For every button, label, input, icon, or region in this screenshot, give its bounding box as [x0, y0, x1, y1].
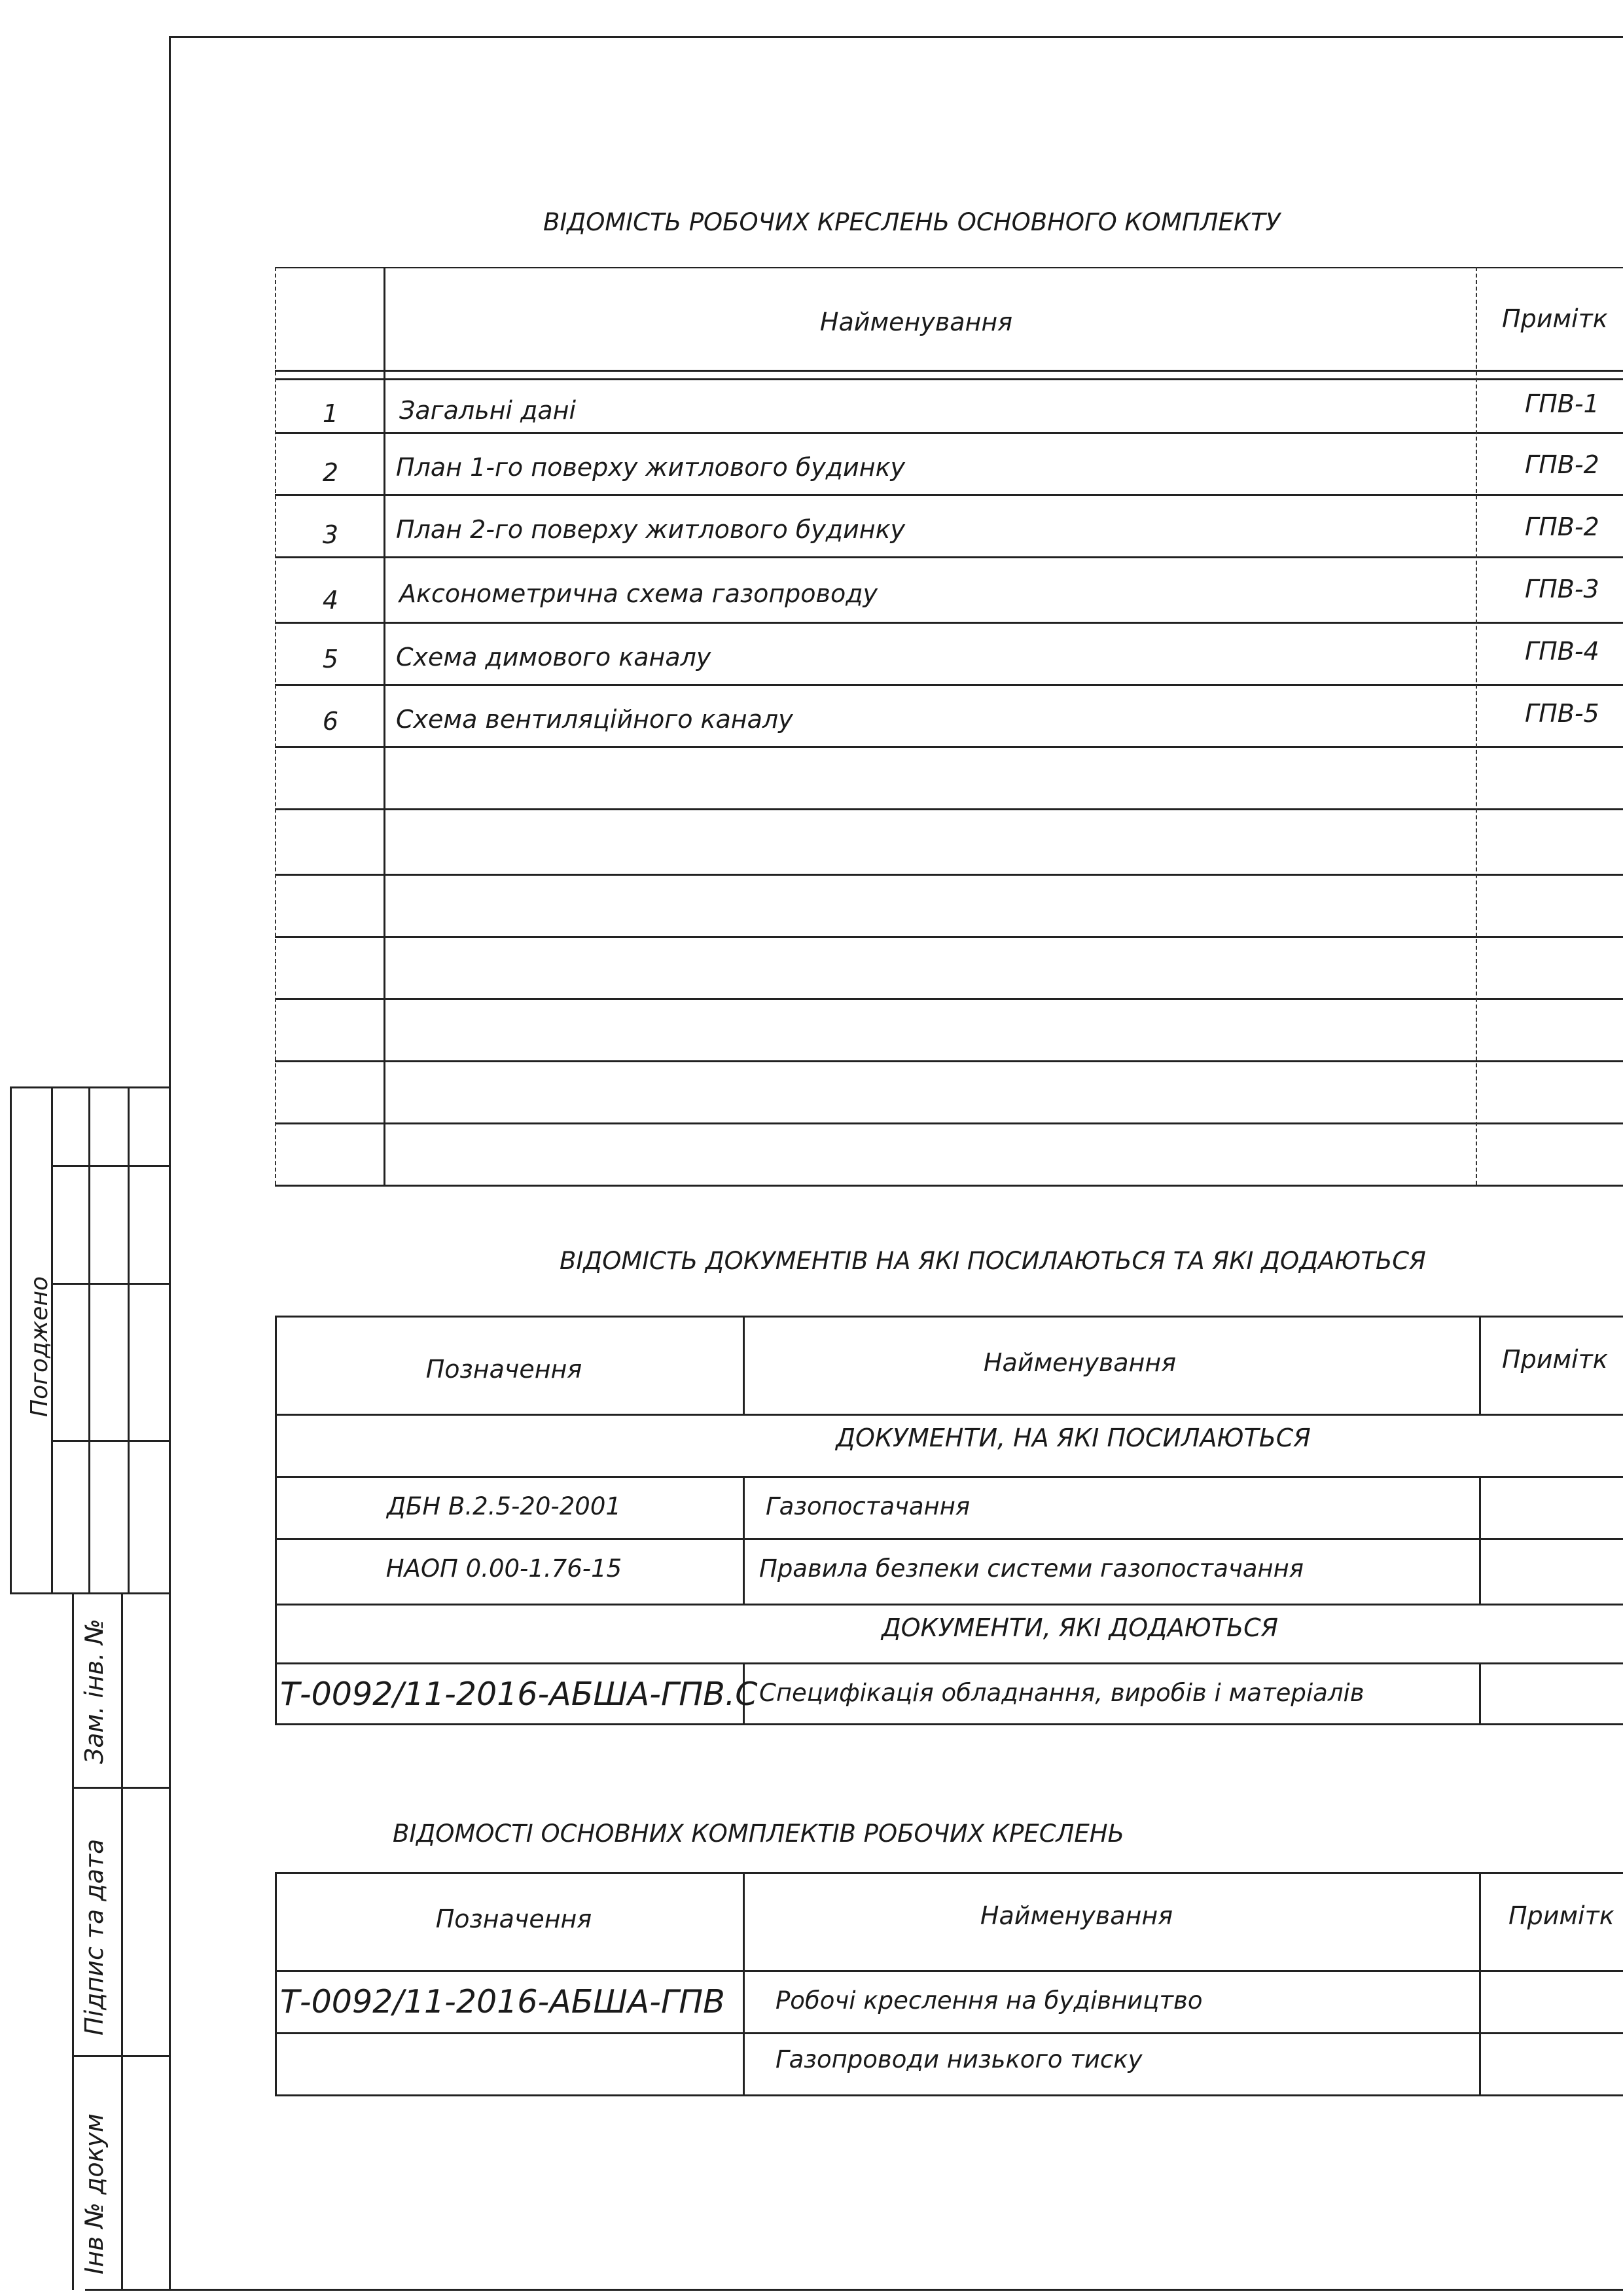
stamp-replaced-inventory: Зам. інв. №	[80, 1619, 109, 1764]
row-number: 6	[322, 707, 339, 736]
row-number: 3	[322, 520, 339, 549]
section-referenced-documents: ДОКУМЕНТИ, НА ЯКІ ПОСИЛАЮТЬСЯ	[836, 1424, 1311, 1452]
sets-list-title: ВІДОМОСТІ ОСНОВНИХ КОМПЛЕКТІВ РОБОЧИХ КРЕСЛЕНЬ	[393, 1820, 1124, 1848]
frame-left-border	[169, 36, 171, 2291]
row-note: ГПВ-3	[1525, 575, 1599, 603]
row-name: Схема вентиляційного каналу	[396, 705, 793, 734]
documents-header-note: Примітк	[1502, 1345, 1608, 1374]
row-name: План 1-го поверху житлового будинку	[396, 453, 906, 482]
sets-header-name: Найменування	[980, 1901, 1173, 1930]
row-number: 5	[322, 645, 339, 673]
sets-header-designation: Позначення	[435, 1905, 592, 1933]
documents-header-designation: Позначення	[425, 1355, 582, 1384]
documents-list-title: ВІДОМІСТЬ ДОКУМЕНТІВ НА ЯКІ ПОСИЛАЮТЬСЯ ТА ЯКІ ДОДАЮТЬСЯ	[560, 1247, 1426, 1275]
row-number: 2	[322, 458, 339, 487]
drawings-header-name: Найменування	[819, 308, 1013, 336]
row-number: 1	[322, 399, 339, 428]
document-name: Специфікація обладнання, виробів і матеріалів	[759, 1679, 1364, 1707]
document-code: НАОП 0.00-1.76-15	[385, 1554, 622, 1583]
stamp-signature-date: Підпис та дата	[80, 1839, 109, 2036]
row-note: ГПВ-1	[1525, 389, 1599, 418]
documents-header-name: Найменування	[983, 1348, 1177, 1377]
row-note: ГПВ-4	[1525, 637, 1599, 666]
drawings-header-note: Примітк	[1502, 304, 1608, 333]
set-name: Газопроводи низького тиску	[776, 2045, 1143, 2073]
frame-top-border	[169, 36, 1623, 38]
document-code: Т-0092/11-2016-АБША-ГПВ.С	[280, 1676, 758, 1713]
stamp-agreed: Погоджено	[26, 1276, 53, 1417]
row-note: ГПВ-2	[1525, 512, 1599, 541]
row-number: 4	[322, 586, 339, 615]
sets-header-note: Примітк	[1508, 1901, 1614, 1930]
document-code: ДБН В.2.5-20-2001	[387, 1492, 621, 1520]
set-code: Т-0092/11-2016-АБША-ГПВ	[280, 1983, 725, 2020]
row-name: Загальні дані	[399, 396, 577, 425]
section-attached-documents: ДОКУМЕНТИ, ЯКІ ДОДАЮТЬСЯ	[881, 1613, 1279, 1642]
set-name: Робочі креслення на будівництво	[776, 1986, 1203, 2015]
row-note: ГПВ-5	[1525, 699, 1599, 728]
document-name: Газопостачання	[766, 1492, 971, 1520]
frame-bottom-border	[85, 2289, 1623, 2291]
stamp-inventory-doc: Інв № докум	[80, 2113, 109, 2274]
document-name: Правила безпеки системи газопостачання	[759, 1554, 1304, 1583]
row-note: ГПВ-2	[1525, 450, 1599, 479]
row-name: Аксонометрична схема газопроводу	[399, 579, 878, 608]
row-name: Схема димового каналу	[396, 643, 711, 672]
drawings-list-title: ВІДОМІСТЬ РОБОЧИХ КРЕСЛЕНЬ ОСНОВНОГО КОМПЛЕКТУ	[543, 208, 1281, 236]
row-name: План 2-го поверху житлового будинку	[396, 515, 906, 544]
